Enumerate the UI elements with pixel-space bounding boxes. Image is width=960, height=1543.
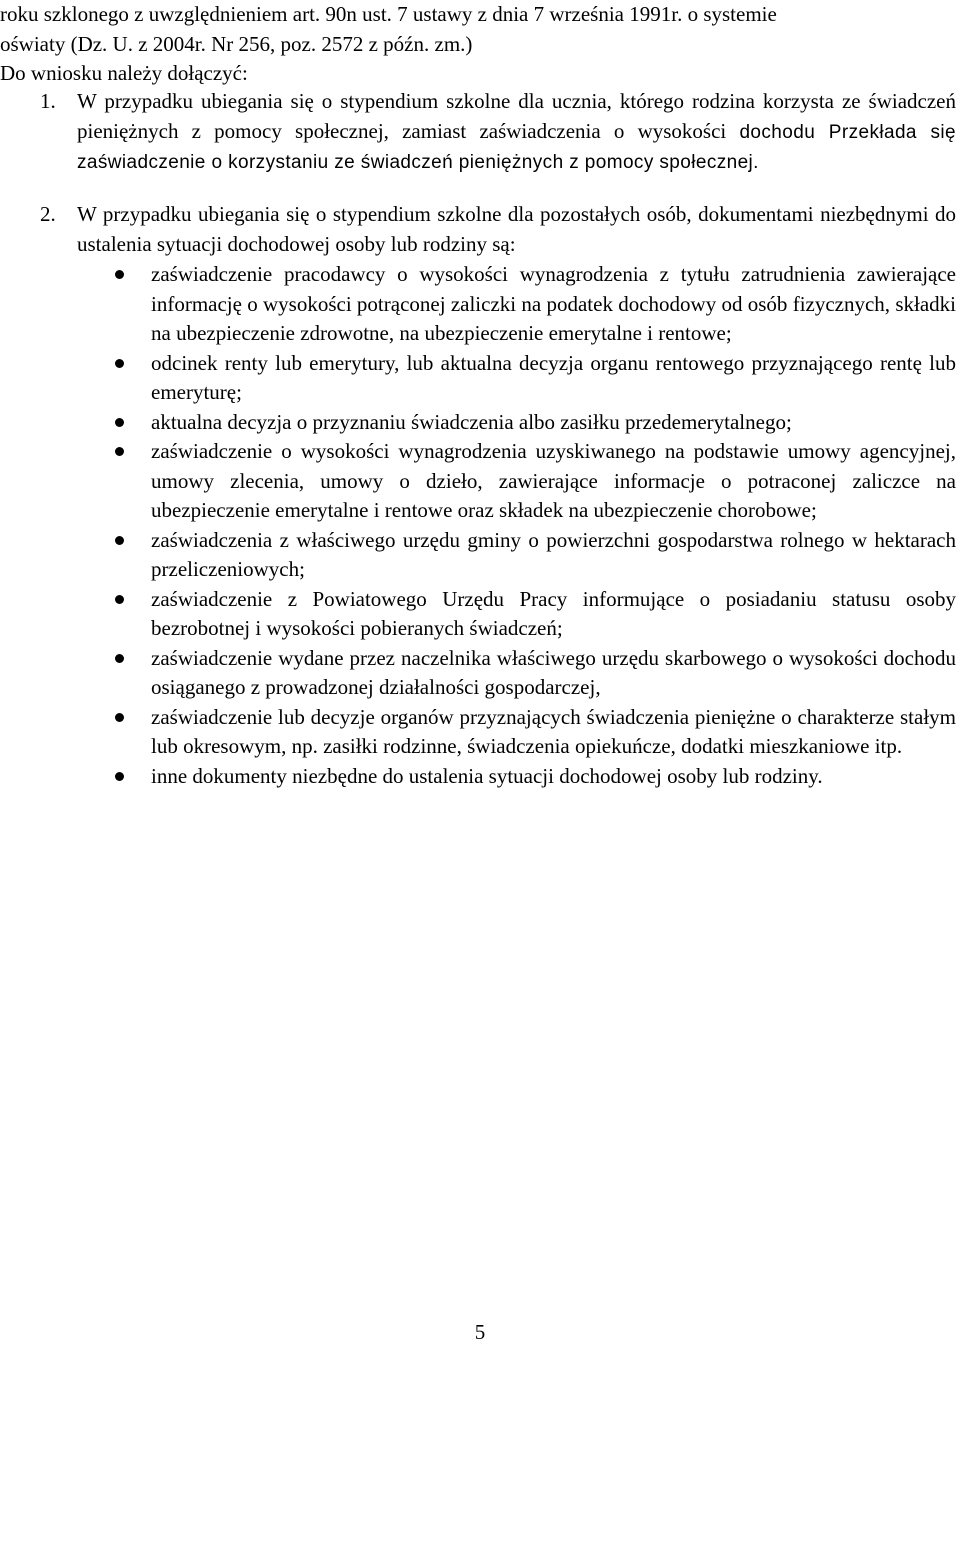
list-item-text: zaświadczenie pracodawcy o wysokości wynagrodzenia z tytułu zatrudnienia zawierające informację o wysokości potrąconej zaliczki na podatek dochodowy od osób fizycznych, składki na ubezpieczenie zdrowotne, na ubezpieczenie emerytalne i rentowe; [151,262,956,345]
list-item [0,437,956,526]
bullet-icon [115,270,124,279]
intro-line-2: oświaty (Dz. U. z 2004r. Nr 256, poz. 2572 z późn. zm.) [0,31,473,56]
list-item [0,408,956,438]
list-item-text: zaświadczenie z Powiatowego Urzędu Pracy informujące o posiadaniu statusu osoby bezrobotnej i wysokości pobieranych świadczeń; [151,586,956,640]
documents-bullet-list [0,260,956,791]
intro-block [0,0,956,89]
bullet-icon [115,536,124,545]
list-item-text: zaświadczenia z właściwego urzędu gminy o powierzchni gospodarstwa rolnego w hektarach przeliczeniowych; [151,527,956,581]
list-item [0,526,956,585]
list-item-text: zaświadczenie lub decyzje organów przyznających świadczenia pieniężne o charakterze stałym lub okresowym, np. zasiłki rodzinne, świadczenia opiekuńcze, dodatki mieszkaniowe itp. [151,704,956,758]
list-item-text: aktualna decyzja o przyznaniu świadczenia albo zasiłku przedemerytalnego; [151,409,792,434]
intro-line-3: Do wniosku należy dołączyć: [0,61,248,85]
list-item-text: odcinek renty lub emerytury, lub aktualna decyzja organu rentowego przyznającego rentę lub emeryturę; [151,350,956,404]
list-item-text: zaświadczenie o wysokości wynagrodzenia uzyskiwanego na podstawie umowy agencyjnej, umowy zlecenia, umowy o dzieło, zawierające informacje o potraconej zaliczce na ubezpieczenie emerytalne i rentowe oraz składek na ubezpieczenie chorobowe; [151,439,956,522]
item-text-serif-part: W przypadku ubiegania się o stypendium szkolne dla ucznia, którego rodzina korzysta ze świadczeń pieniężnych z pomocy społecznej, zamiast zaświadczenia o wysokości [77,89,956,143]
bullet-icon [115,418,124,427]
item-number: 1. [40,89,56,113]
list-item [0,762,956,792]
item-text: W przypadku ubiegania się o stypendium szkolne dla pozostałych osób, dokumentami niezbędnymi do ustalenia sytuacji dochodowej osoby lub rodziny są: [77,202,956,256]
bullet-icon [115,359,124,368]
list-item [0,260,956,349]
bullet-icon [115,595,124,604]
list-item-text: inne dokumenty niezbędne do ustalenia sytuacji dochodowej osoby lub rodziny. [151,763,823,788]
list-item [0,349,956,408]
bullet-icon [115,654,124,663]
item-text [77,87,956,178]
numbered-item-1 [0,87,956,178]
list-item [0,703,956,762]
list-item [0,644,956,703]
item-number: 2. [40,202,56,226]
bullet-icon [115,447,124,456]
bullet-icon [115,713,124,722]
intro-line-1: roku szklonego z uwzględnieniem art. 90n ust. 7 ustawy z dnia 7 września 1991r. o systemie [0,2,777,26]
list-item-text: zaświadczenie wydane przez naczelnika właściwego urzędu skarbowego o wysokości dochodu osiąganego z prowadzonej działalności gospodarczej, [151,645,956,699]
bullet-icon [115,772,124,781]
item-text-sans-part: dochodu Przekłada się zaświadczenie o korzystaniu ze świadczeń pieniężnych z pomocy społecznej. [77,121,957,173]
list-item [0,585,956,644]
numbered-item-2 [0,200,956,259]
page-number: 5 [474,1320,486,1344]
